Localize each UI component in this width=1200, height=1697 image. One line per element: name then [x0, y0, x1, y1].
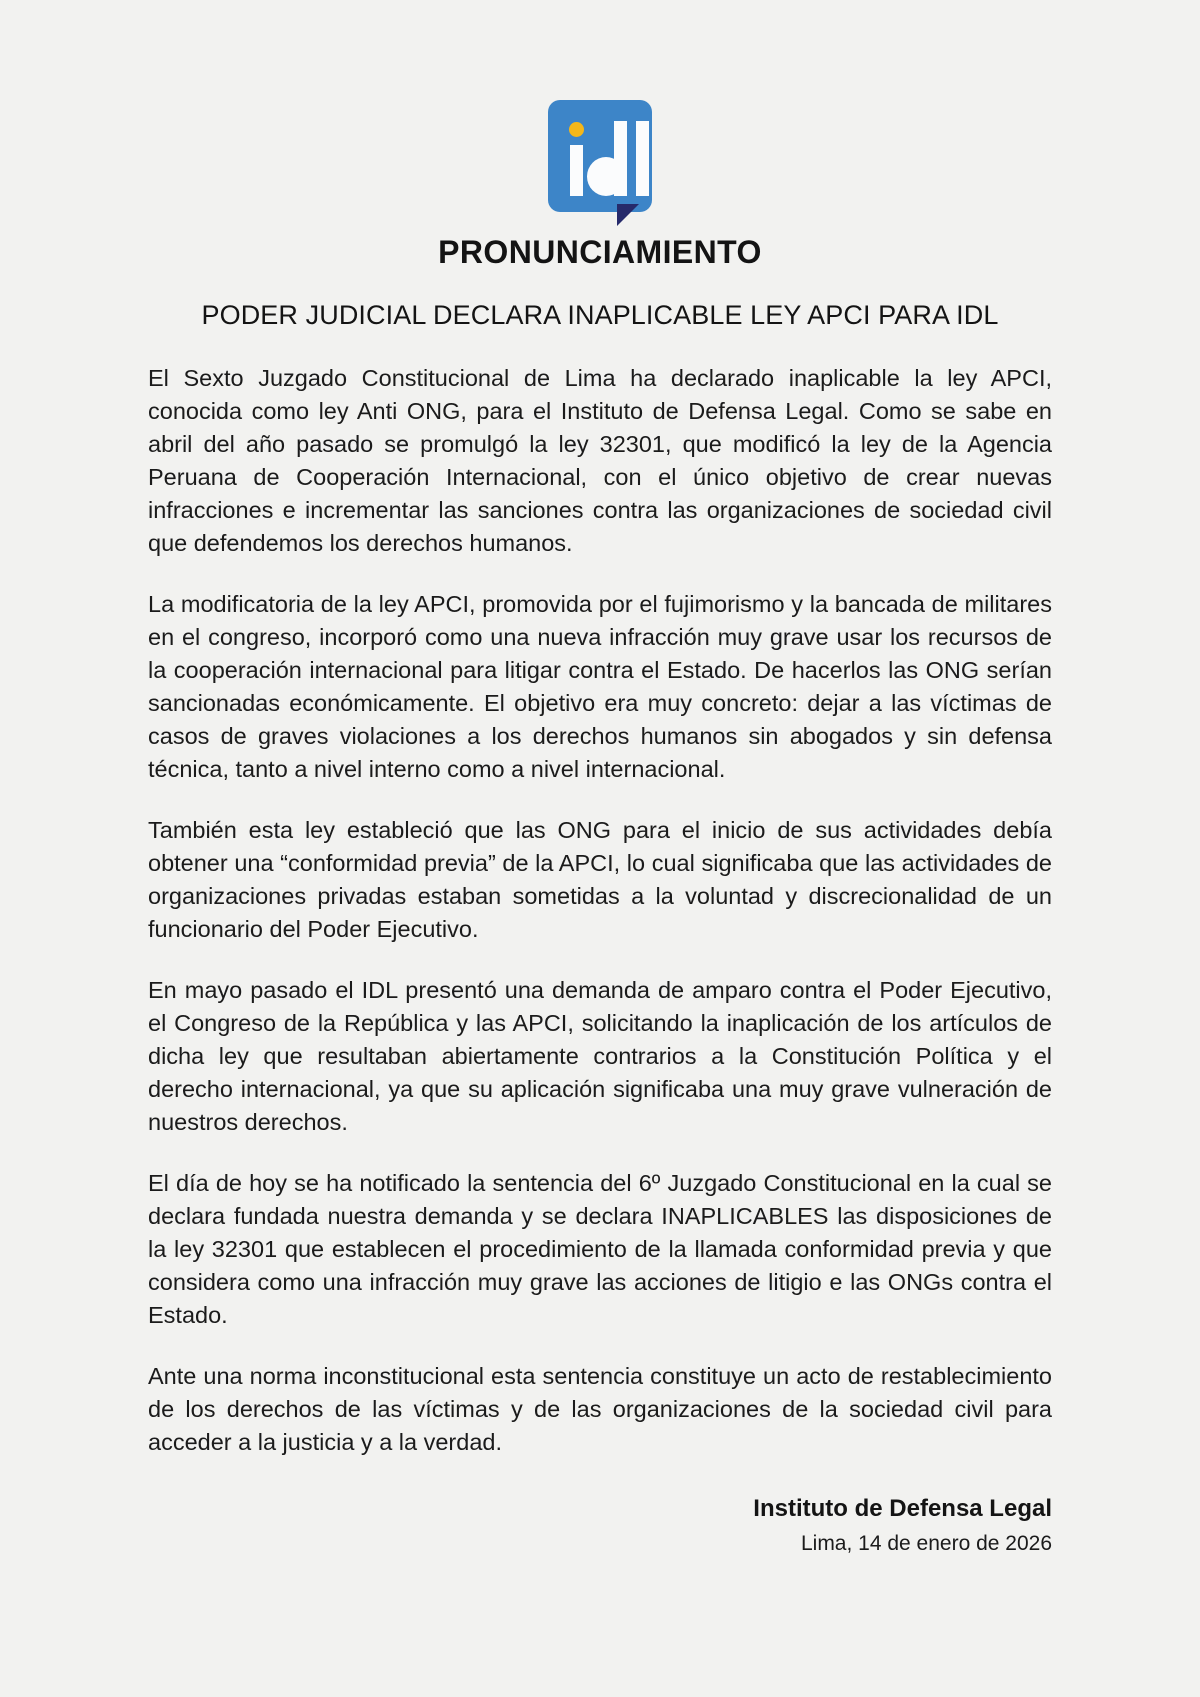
signature-place-date: Lima, 14 de enero de 2026	[800, 1531, 1052, 1555]
logo-container	[0, 0, 1200, 212]
page-subtitle: PODER JUDICIAL DECLARA INAPLICABLE LEY APCI PARA IDL	[201, 300, 999, 330]
page-title: PRONUNCIAMIENTO	[438, 234, 762, 270]
idl-logo	[548, 100, 652, 212]
paragraph: También esta ley estableció que las ONG para el inicio de sus actividades debía obtener una “conformidad previa” de la APCI, lo cual significaba que las actividades de organizaciones privadas estaban sometidas a la voluntad y discrecionalidad de un funcionario del Poder Ejecutivo.	[148, 817, 1052, 943]
paragraph: Ante una norma inconstitucional esta sentencia constituye un acto de restablecimiento de los derechos de las víctimas y de las organizaciones de la sociedad civil para acceder a la justicia y a la verdad.	[148, 1363, 1052, 1456]
paragraph: La modificatoria de la ley APCI, promovida por el fujimorismo y la bancada de militares en el congreso, incorporó como una nueva infracción muy grave usar los recursos de la cooperación internacional para litigar contra el Estado. De hacerlos las ONG serían sancionadas económicamente. El objetivo era muy concreto: dejar a las víctimas de casos de graves violaciones a los derechos humanos sin abogados y sin defensa técnica, tanto a nivel interno como a nivel internacional.	[148, 591, 1052, 783]
logo-letter-d-stem	[614, 121, 627, 196]
logo-letter-l	[636, 121, 649, 196]
signature-organization: Instituto de Defensa Legal	[753, 1495, 1052, 1523]
paragraph: En mayo pasado el IDL presentó una demanda de amparo contra el Poder Ejecutivo, el Congreso de la República y las APCI, solicitando la inaplicación de los artículos de dicha ley que resultaban abiertamente contrarios a la Constitución Política y el derecho internacional, ya que su aplicación significaba una muy grave vulneración de nuestros derechos.	[148, 977, 1052, 1136]
logo-i-dot	[569, 122, 584, 137]
document-body	[148, 331, 1052, 1459]
paragraph: El día de hoy se ha notificado la sentencia del 6º Juzgado Constitucional en la cual se declara fundada nuestra demanda y se declara INAPLICABLES las disposiciones de la ley 32301 que establecen el procedimiento de la llamada conformidad previa y que considera como una infracción muy grave las acciones de litigio e las ONGs contra el Estado.	[148, 1170, 1052, 1329]
logo-speech-tail-icon	[617, 204, 639, 226]
signature-block	[148, 1459, 1052, 1559]
logo-letter-i	[570, 145, 583, 196]
paragraph: El Sexto Juzgado Constitucional de Lima ha declarado inaplicable la ley APCI, conocida como ley Anti ONG, para el Instituto de Defensa Legal. Como se sabe en abril del año pasado se promulgó la ley 32301, que modificó la ley de la Agencia Peruana de Cooperación Internacional, con el único objetivo de crear nuevas infracciones e incrementar las sanciones contra las organizaciones de sociedad civil que defendemos los derechos humanos.	[148, 365, 1052, 557]
